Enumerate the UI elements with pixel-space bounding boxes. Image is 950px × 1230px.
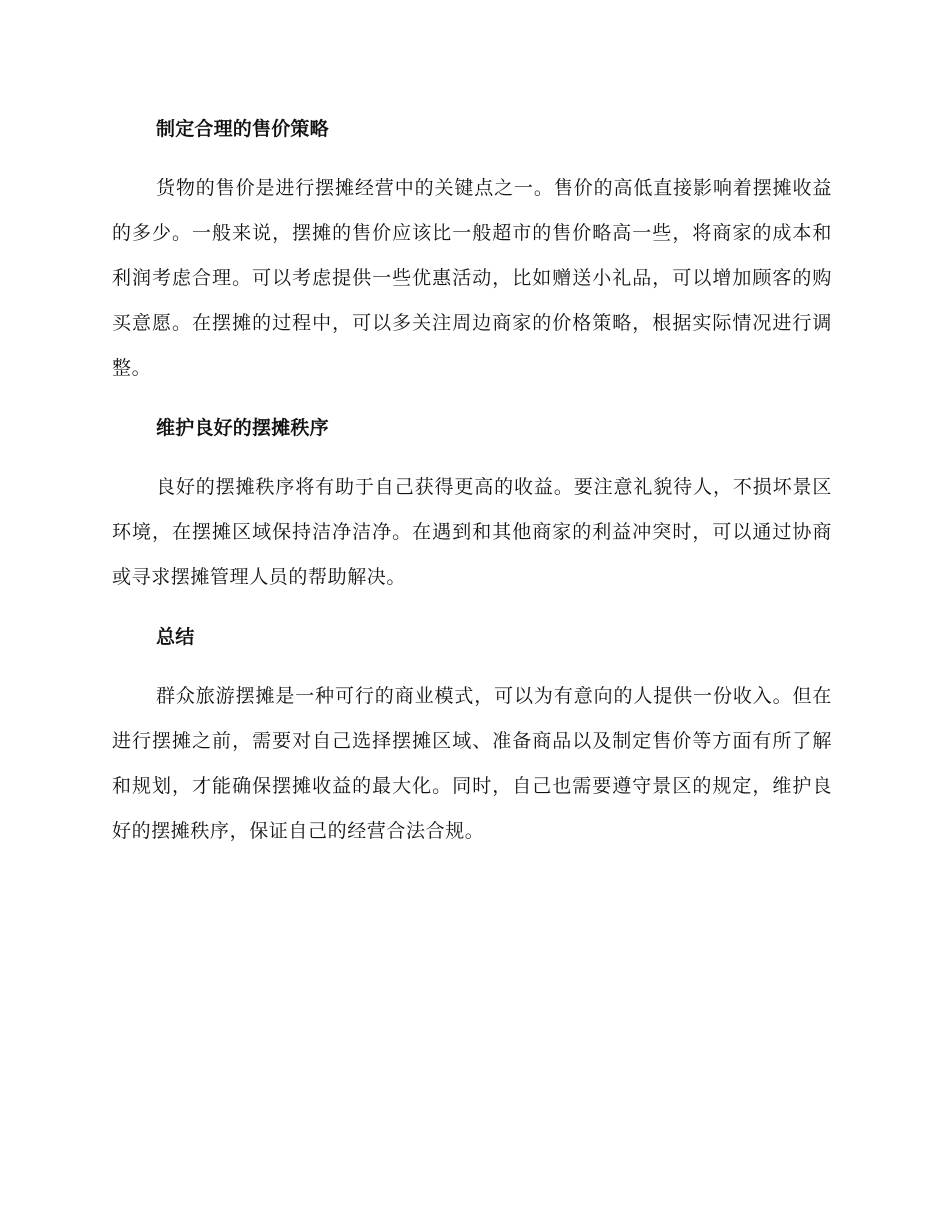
section-paragraph-stall-order: 良好的摆摊秩序将有助于自己获得更高的收益。要注意礼貌待人，不损坏景区环境，在摆摊区域保持洁净洁净。在遇到和其他商家的利益冲突时，可以通过协商或寻求摆摊管理人员的帮助解决。 [112,476,832,588]
section-heading-stall-order: 维护良好的摆摊秩序 [156,417,329,439]
section-heading-summary: 总结 [156,626,195,648]
section-paragraph-pricing-strategy: 货物的售价是进行摆摊经营中的关键点之一。售价的高低直接影响着摆摊收益的多少。一般来说，摆摊的售价应该比一般超市的售价略高一些，将商家的成本和利润考虑合理。可以考虑提供一些优惠活动，比如赠送小礼品，可以增加顾客的购买意愿。在摆摊的过程中，可以多关注周边商家的价格策略，根据实际情况进行调整。 [112,177,832,379]
section-paragraph-summary: 群众旅游摆摊是一种可行的商业模式，可以为有意向的人提供一份收入。但在进行摆摊之前，需要对自己选择摆摊区域、准备商品以及制定售价等方面有所了解和规划，才能确保摆摊收益的最大化。同时，自己也需要遵守景区的规定，维护良好的摆摊秩序，保证自己的经营合法合规。 [112,685,832,842]
section-heading-pricing-strategy: 制定合理的售价策略 [156,118,329,140]
document-body [112,112,832,874]
